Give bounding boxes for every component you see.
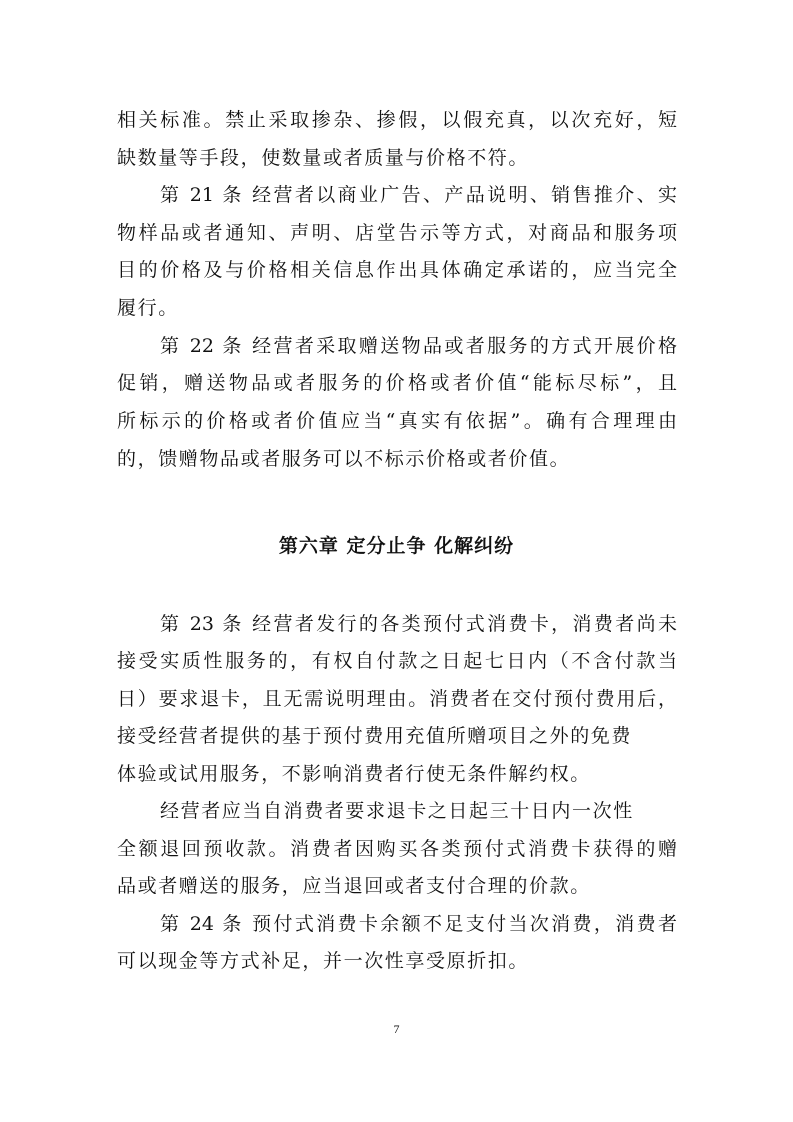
page-number: 7 bbox=[393, 1022, 400, 1036]
article-23-line-3: 日）要求退卡，且无需说明理由。消费者在交付预付费用后， bbox=[117, 688, 677, 710]
refund-paragraph-line-1: 经营者应当自消费者要求退卡之日起三十日内一次性 bbox=[160, 800, 634, 822]
article-21-line-4: 履行。 bbox=[117, 297, 179, 319]
chapter-heading: 第六章 定分止争 化解纠纷 bbox=[278, 535, 515, 557]
article-22-line-3: 所标示的价格或者价值应当“真实有依据”。确有合理理由 bbox=[117, 410, 677, 432]
refund-paragraph-line-2: 全额退回预收款。消费者因购买各类预付式消费卡获得的赠 bbox=[117, 838, 677, 860]
refund-paragraph-line-3: 品或者赠送的服务，应当退回或者支付合理的价款。 bbox=[117, 875, 591, 897]
article-23-line-2: 接受实质性服务的，有权自付款之日起七日内（不含付款当 bbox=[117, 650, 677, 672]
article-21-line-2: 物样品或者通知、声明、店堂告示等方式，对商品和服务项 bbox=[117, 222, 677, 244]
text-line-1: 相关标准。禁止采取掺杂、掺假，以假充真，以次充好，短 bbox=[117, 109, 677, 131]
article-24-line-2: 可以现金等方式补足，并一次性享受原折扣。 bbox=[117, 950, 530, 972]
article-21-line-1: 第 21 条 经营者以商业广告、产品说明、销售推介、实 bbox=[160, 184, 677, 206]
article-22-line-2: 促销，赠送物品或者服务的价格或者价值“能标尽标”，且 bbox=[117, 372, 677, 394]
article-23-line-1: 第 23 条 经营者发行的各类预付式消费卡，消费者尚未 bbox=[160, 613, 677, 635]
article-23-line-5: 体验或试用服务，不影响消费者行使无条件解约权。 bbox=[117, 763, 591, 785]
article-21-line-3: 目的价格及与价格相关信息作出具体确定承诺的，应当完全 bbox=[117, 259, 677, 281]
article-22-line-1: 第 22 条 经营者采取赠送物品或者服务的方式开展价格 bbox=[160, 335, 677, 357]
article-24-line-1: 第 24 条 预付式消费卡余额不足支付当次消费，消费者 bbox=[160, 913, 677, 935]
article-23-line-4: 接受经营者提供的基于预付费用充值所赠项目之外的免费 bbox=[117, 725, 633, 747]
text-line-2: 缺数量等手段，使数量或者质量与价格不符。 bbox=[117, 147, 530, 169]
article-22-line-4: 的，馈赠物品或者服务可以不标示价格或者价值。 bbox=[117, 448, 571, 470]
